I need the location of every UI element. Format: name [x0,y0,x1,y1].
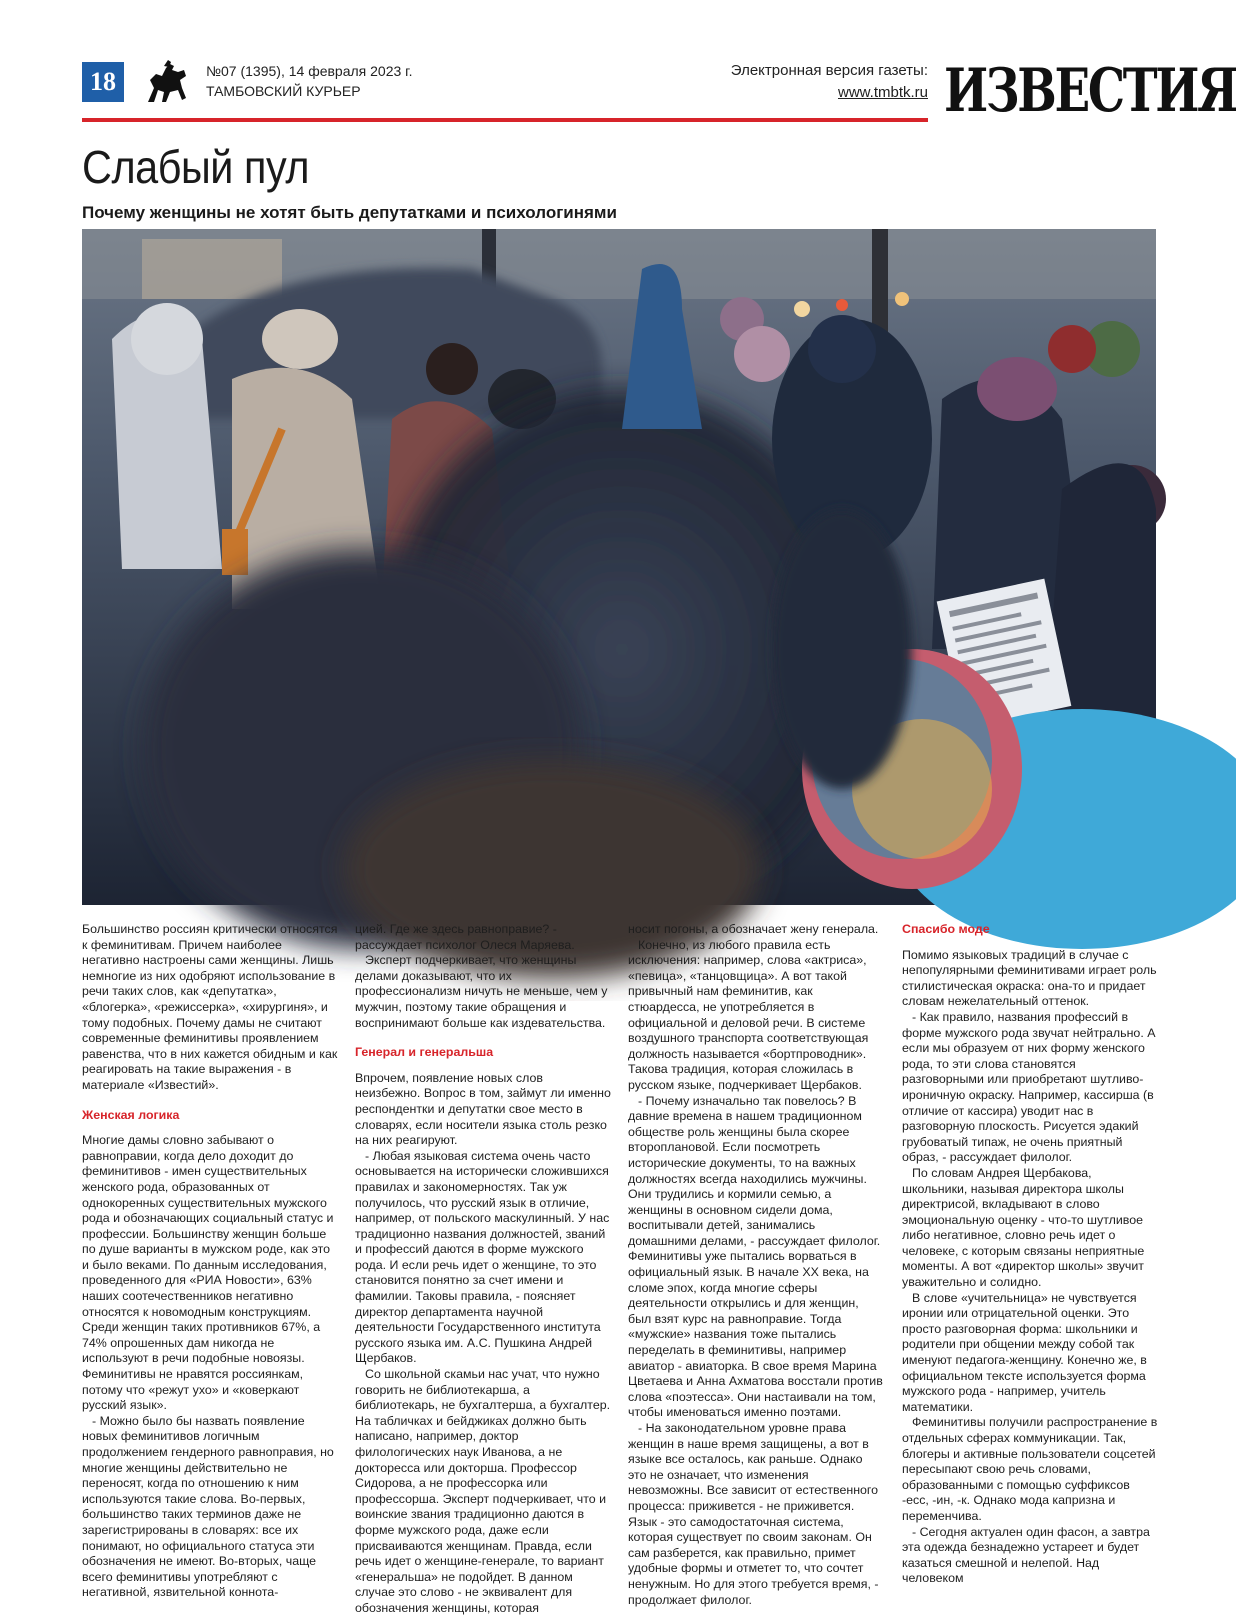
article-body [82,922,1158,1615]
body-paragraph: Помимо языковых традиций в случае с непопулярными феминитивами играет роль стилистическая окраска: она-то и придает словам нежелательный оттенок. [902,947,1157,1009]
section-heading-fashion: Спасибо моде [902,922,990,936]
body-paragraph: цией. Где же здесь равноправие? - рассуждает психолог Олеся Маряева. [355,922,575,952]
section-heading-women-logic: Женская логика [82,1107,180,1122]
article-title: Слабый пул [82,141,310,193]
article-column-1 [82,922,338,1600]
body-paragraph: Феминитивы получили распространение в отдельных сферах коммуникации. Так, блогеры и активные пользователи соцсетей пересыпают свою речь словами, образованными с помощью суффиксов -есс, -ин, -к. Однако мода капризна и переменчива. [902,1415,1158,1523]
body-paragraph: Многие дамы словно забывают о равноправии, когда дело доходит до феминитивов - имен существительных женского рода, образованных от однокоренных существительных мужского рода и обозначающих социальный статус и профессии. Большинству женщин больше по душе варианты в мужском роде, как это и было веками. По данным исследования, проведенного для «РИА Новости», 63% наших соотечественников негативно относятся к новомодным конструкциям. Среди женщин таких противников 67%, а 74% опрошенных дам никогда не используют в речи подобные новоязы. Феминитивы не нравятся россиянкам, потому что «режут ухо» и «коверкают русский язык». [82,1133,334,1413]
crowd-photo [82,229,1156,905]
paper-name: ТАМБОВСКИЙ КУРЬЕР [206,83,361,99]
article-column-2 [355,922,611,1615]
body-paragraph: В слове «учительница» не чувствуется иронии или отрицательной оценки. Это просто разговорная форма: школьники и родители при общении между собой так именуют педагога-женщину. Конечно же, в официальном тексте используется форма мужского рода - например, учитель математики. [902,1290,1147,1414]
body-paragraph: - Можно было бы назвать появление новых феминитивов логичным продолжением гендерного равноправия, но многие женщины действительно не переносят, когда по отношению к ним используются такие слова. Во-первых, большинство таких терминов даже не зарегистрированы в словарях: все их понимают, но официального статуса эти обозначения не имеют. Во-вторых, чаще всего феминитивы употребляют с негативной, язвительной коннота- [82,1413,334,1600]
body-paragraph: - Как правило, названия профессий в форме мужского рода звучат нейтрально. А если мы образуем от них форму женского рода, то эти слова становятся разговорными или приобретают шутливо-ироничную окраску. Например, кассирша (в отличие от кассира) уводит нас в разговорную плоскость. Рисуется эдакий грубоватый типаж, не очень приятный образ, - рассуждает филолог. [902,1009,1156,1165]
edition-url-link[interactable]: www.tmbtk.ru [837,84,928,101]
issue-line: №07 (1395), 14 февраля 2023 г. [206,63,413,79]
body-paragraph: - На законодательном уровне права женщин в наше время защищены, а вот в языке все осталось, как раньше. Однако это не означает, что изменения невозможны. Все зависит от естественного процесса: приживется - не приживется. Язык - это самодостаточная система, которая существует по своим законам. Он сам разберется, как правильно, примет удобные формы и отметет то, что сочтет ненужным. Но для этого требуется время, - продолжает филолог. [628,1421,879,1607]
edition-label: Электронная версия газеты: [730,62,928,79]
body-paragraph: - Сегодня актуален один фасон, а завтра эта одежда безнадежно устареет и будет казаться смешной и нелепой. Над человеком [902,1524,1150,1586]
header-divider [82,118,928,122]
body-paragraph: Впрочем, появление новых слов неизбежно. Вопрос в том, займут ли именно респондентки и депутатки свое место в словарях, если носители языка столь резко на них реагируют. [355,1070,611,1148]
body-paragraph: По словам Андрея Щербакова, школьники, называя директора школы директрисой, вкладывают в слово эмоциональную оценку - что-то шутливое либо негативное, словно речь идет о человеке, с которым связаны неприятные моменты. А вот «директор школы» звучит уважительно и солидно. [902,1165,1145,1290]
article-column-3 [628,922,884,1607]
lead-paragraph: Большинство россиян критически относятся к феминитивам. Причем наиболее негативно настроены сами женщины. Лишь немногие из них одобряют использование в речи таких слов, как «депутатка», «блогерка», «режиссерка», «хирургиня», и тому подобных. Почему дамы не считают современные феминитивы проявлением равенства, что в них кажется обидным и как реагировать на такие выражения - в материале «Известий». [82,922,338,1092]
body-paragraph: носит погоны, а обозначает жену генерала. [628,922,879,936]
body-paragraph: - Почему изначально так повелось? В давние времена в нашем традиционном обществе роль женщины была скорее второплановой. Если посмотреть исторические документы, то на важных должностях всегда находились мужчины. Они трудились и кормили семью, а женщины в основном сидели дома, воспитывали детей, занимались домашними делами, - рассуждает филолог. Феминитивы уже пытались ворваться в официальный язык. В начале XX века, на сломе эпох, когда многие сферы деятельности открылись и для женщин, был взят курс на равноправие. Тогда «мужские» названия тоже пытались переделать в феминитивы, например авиатор - авиаторка. В свое время Марина Цветаева и Анна Ахматова восстали против слова «поэтесса». Они настаивали на том, чтобы именоваться именно поэтами. [628,1093,883,1420]
body-paragraph: Со школьной скамьи нас учат, что нужно говорить не библиотекарша, а библиотекарь, не бухгалтерша, а бухгалтер. На табличках и бейджиках должно быть написано, например, доктор филологических наук Иванова, а не докторесса или докторша. Профессор Сидорова, а не профессорка или профессорша. Эксперт подчеркивает, что и воинские звания традиционно даются в форме мужского рода, даже если присваиваются женщинам. Правда, если речь идет о женщине-генерале, то вариант «генеральша» не подойдет. В данном случае это слово - не эквивалент для обозначения женщины, которая [355,1367,611,1615]
body-paragraph: Эксперт подчеркивает, что женщины делами доказывают, что их профессионализм ничуть не меньше, чем у мужчин, поэтому такие обращения и воспринимают больше как издевательства. [355,953,608,1030]
crowd-photo-illustration [82,229,1156,905]
section-heading-general: Генерал и генеральша [355,1045,494,1060]
article-column-4 [902,922,1158,1586]
edition-info [731,60,928,104]
body-paragraph: Конечно, из любого правила есть исключения: например, слова «актриса», «певица», «танцовщица». А вот такой привычный нам феминитив, как стюардесса, не употребляется в официальной и деловой речи. В системе воздушного транспорта соответствующая должность называется «бортпроводник». Такова традиция, которая сложилась в русском языке, подчеркивает Щербаков. [628,937,869,1092]
article-subtitle: Почему женщины не хотят быть депутатками и психологинями [82,203,617,222]
issue-info [206,61,412,101]
masthead-logo: ИЗВЕСТИЯ [944,56,1236,126]
horseman-logo-icon [140,58,192,108]
page-number-badge: 18 [82,62,124,102]
body-paragraph: - Любая языковая система очень часто основывается на исторически сложившихся правилах и закономерностях. Так уж получилось, что русский язык в отличие, например, от польского маскулинный. У нас традиционно названия должностей, званий и профессий даются в форме мужского рода. И если речь идет о женщине, то это становится понятно за счет имени и фамилии. Таковы правила, - поясняет директор департамента научной деятельности Государственного института русского языка им. А.С. Пушкина Андрей Щербаков. [355,1148,610,1366]
